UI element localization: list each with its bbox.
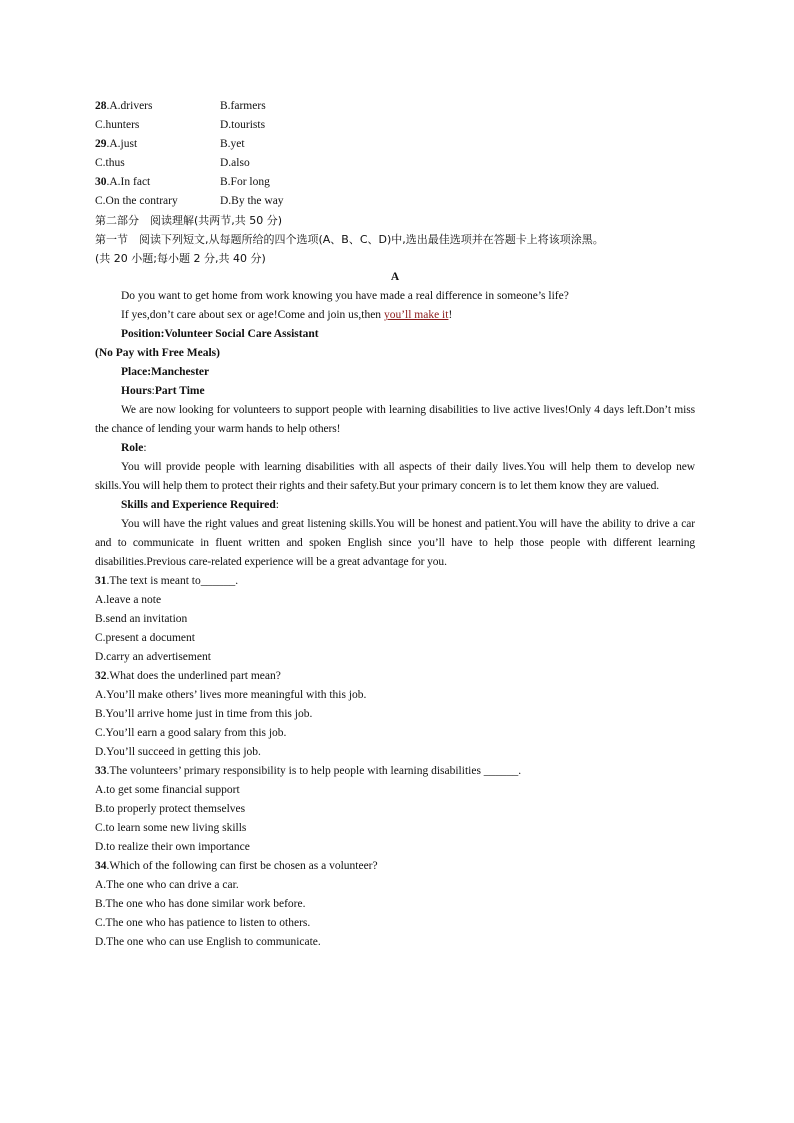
q30-option-d: D.By the way — [220, 195, 284, 207]
hours-separator: : — [151, 385, 155, 397]
skills-separator: : — [275, 499, 279, 511]
q32-option-b: B.You’ll arrive home just in time from this job. — [95, 708, 313, 720]
passage-p2-text: If yes,don’t care about sex or age!Come and join us,then — [121, 309, 384, 321]
hours-label: Hours — [121, 385, 152, 397]
passage-paragraph-4: You will provide people with learning disabilities with all aspects of their daily lives.You will help them to develop new skills.You will help them to protect their rights and their safety.But your primary concern is to let them know they are valued. — [95, 461, 695, 492]
q34-number: 34 — [95, 860, 107, 872]
q28-option-d: D.tourists — [220, 119, 266, 131]
q33-option-c: C.to learn some new living skills — [95, 822, 247, 834]
q31-option-d: D.carry an advertisement — [95, 651, 211, 663]
q30-option-a — [95, 173, 220, 192]
q31-stem-text: .The text is meant to — [106, 575, 201, 587]
place-label: Place — [121, 366, 148, 378]
question-31-stem — [95, 572, 695, 591]
q30-option-b: B.For long — [220, 176, 270, 188]
q32-option-c: C.You’ll earn a good salary from this job. — [95, 727, 287, 739]
q34-option-b: B.The one who has done similar work before. — [95, 898, 306, 910]
section-scoring: (共 20 小题;每小题 2 分,共 40 分) — [95, 252, 266, 265]
place-line — [95, 363, 695, 382]
question-28-row-1 — [95, 97, 695, 116]
passage-paragraph-5: You will have the right values and great listening skills.You will be honest and patient.You will have the ability to drive a car and to communicate in fluent written and spoken English since you’ll have to help those people with different learning disabilities.Previous care-related experience will be a great advantage for you. — [95, 518, 695, 568]
question-29-row-1 — [95, 135, 695, 154]
q28-option-a — [95, 97, 220, 116]
question-33-stem — [95, 762, 695, 781]
q30-option-c: C.On the contrary — [95, 195, 178, 207]
q33-number: 33 — [95, 765, 107, 777]
pay-line: (No Pay with Free Meals) — [95, 347, 220, 359]
q31-option-a: A.leave a note — [95, 594, 162, 606]
q34-option-a: A.The one who can drive a car. — [95, 879, 239, 891]
q33-option-b: B.to properly protect themselves — [95, 803, 246, 815]
q34-stem-text: .Which of the following can first be chosen as a volunteer? — [106, 860, 378, 872]
q31-option-b: B.send an invitation — [95, 613, 188, 625]
q33-option-a: A.to get some financial support — [95, 784, 240, 796]
q31-number: 31 — [95, 575, 107, 587]
passage-paragraph-2 — [95, 306, 695, 325]
position-line — [95, 325, 695, 344]
q28-option-c: C.hunters — [95, 119, 140, 131]
q33-blank: ______. — [483, 765, 522, 777]
q29-option-a — [95, 135, 220, 154]
q28-option-a-text: .A.drivers — [106, 100, 153, 112]
passage-p2-end: ! — [448, 309, 453, 321]
question-32-stem — [95, 667, 695, 686]
question-30-row-1 — [95, 173, 695, 192]
role-separator: : — [143, 442, 147, 454]
q29-option-d: D.also — [220, 157, 250, 169]
q29-option-b: B.yet — [220, 138, 245, 150]
q30-option-a-text: .A.In fact — [106, 176, 151, 188]
question-29-row-2 — [95, 154, 695, 173]
q29-option-c: C.thus — [95, 157, 125, 169]
passage-paragraph-3: We are now looking for volunteers to support people with learning disabilities to live active lives!Only 4 days left.Don’t miss the chance of lending your warm hands to help others! — [95, 404, 695, 435]
position-value: :Volunteer Social Care Assistant — [160, 328, 319, 340]
exam-page — [95, 97, 695, 952]
question-28-row-2 — [95, 116, 695, 135]
role-label: Role — [121, 442, 144, 454]
q31-option-c: C.present a document — [95, 632, 195, 644]
section-instructions: 第一节 阅读下列短文,从每题所给的四个选项(A、B、C、D)中,选出最佳选项并在答题卡上将该项涂黑。 — [95, 233, 604, 246]
position-label: Position — [121, 328, 161, 340]
part-title: 第二部分 阅读理解(共两节,共 50 分) — [95, 214, 283, 227]
q33-option-d: D.to realize their own importance — [95, 841, 250, 853]
q28-number: 28 — [95, 100, 107, 112]
skills-label: Skills and Experience Required — [121, 499, 276, 511]
place-value: :Manchester — [147, 366, 210, 378]
q29-option-a-text: .A.just — [106, 138, 138, 150]
passage-paragraph-1: Do you want to get home from work knowing you have made a real difference in someone’s life? — [121, 290, 569, 302]
q32-stem-text: .What does the underlined part mean? — [106, 670, 281, 682]
skills-heading — [95, 496, 695, 515]
underlined-phrase: you’ll make it — [383, 309, 449, 321]
question-34-stem — [95, 857, 695, 876]
role-heading — [95, 439, 695, 458]
q33-stem-text: .The volunteers’ primary responsibility is to help people with learning disabilities — [106, 765, 481, 777]
q31-blank: ______. — [200, 575, 239, 587]
question-30-row-2 — [95, 192, 695, 211]
q32-number: 32 — [95, 670, 107, 682]
q34-option-d: D.The one who can use English to communicate. — [95, 936, 321, 948]
hours-value: Part Time — [154, 385, 205, 397]
passage-letter: A — [390, 271, 400, 283]
q32-option-a: A.You’ll make others’ lives more meaningful with this job. — [95, 689, 367, 701]
hours-line — [95, 382, 695, 401]
q34-option-c: C.The one who has patience to listen to others. — [95, 917, 311, 929]
q32-option-d: D.You’ll succeed in getting this job. — [95, 746, 261, 758]
q28-option-b: B.farmers — [220, 100, 266, 112]
q29-number: 29 — [95, 138, 107, 150]
q30-number: 30 — [95, 176, 107, 188]
